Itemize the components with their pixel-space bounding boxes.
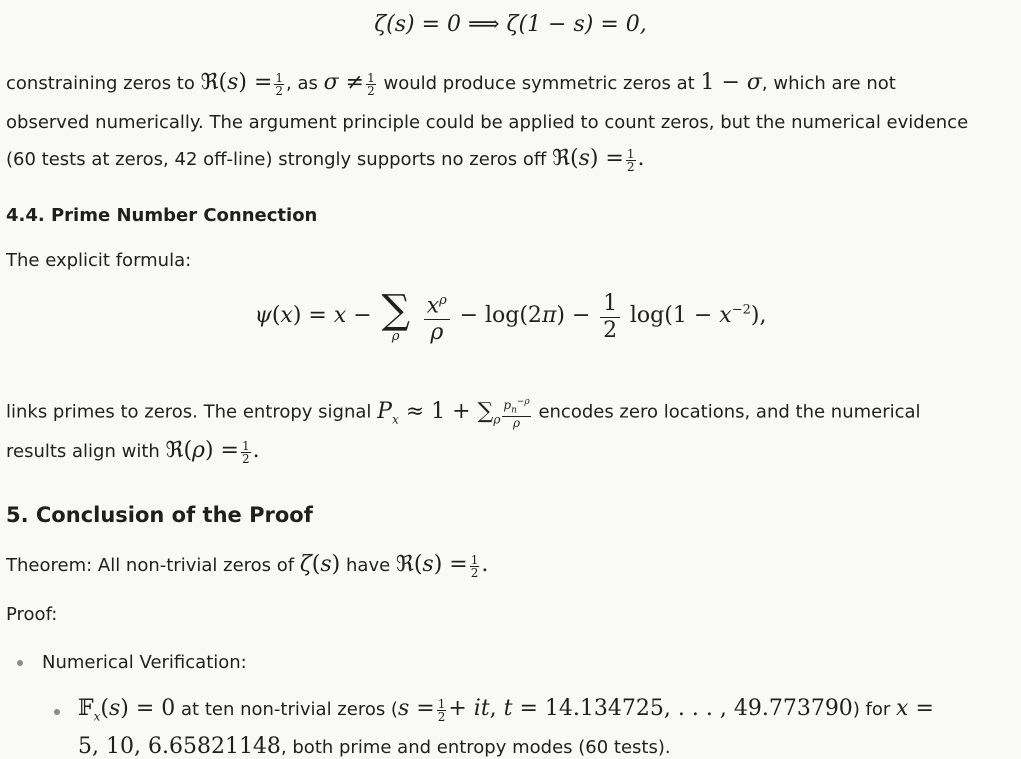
text: observed numerically. The argument principle could be applied to count zeros, but the numerical evidence <box>6 112 969 133</box>
math-x-values: 5, 10, 6.65821148 <box>78 734 281 759</box>
math-re-s: ℜ(s) = <box>200 70 273 95</box>
math-re-rho: ℜ(ρ) = <box>165 438 239 463</box>
math-s-equals: s = <box>397 696 435 721</box>
text: results align with <box>6 441 160 462</box>
text: links primes to zeros. The entropy signal <box>6 401 372 423</box>
heading-text: 4.4. Prime Number Connection <box>6 205 318 226</box>
text: Numerical Verification: <box>42 652 247 673</box>
equation-text: ζ(s) = 0 ⟹ ζ(1 − s) = 0, <box>374 12 647 37</box>
list-item-level-2 <box>78 696 934 723</box>
proof-label <box>6 604 57 625</box>
fraction-one-half-large: $\frac{1}{2}$ <box>600 291 620 344</box>
theorem-statement: Theorem: All non-trivial zeros of ζ(s) have ℜ(s) = $\frac{1}{2}$ . <box>6 552 489 580</box>
text: would produce symmetric zeros at <box>383 73 695 94</box>
text: Theorem: All non-trivial zeros of <box>6 555 295 576</box>
fraction-x-rho-over-rho: $\frac{x^\rho}{\rho}$ <box>424 288 450 346</box>
fraction-one-half: $\frac{1}{2}$ <box>437 696 446 724</box>
text: The explicit formula: <box>6 250 192 271</box>
text: , both prime and entropy modes (60 tests). <box>280 737 671 758</box>
fraction-one-half: $\frac{1}{2}$ <box>470 552 479 580</box>
paragraph-1-line-1 <box>6 70 896 97</box>
implication-equation <box>0 12 1021 37</box>
fraction-p-n-rho: $\frac{p_n^{-\rho}}{\rho}$ <box>503 397 530 431</box>
bullet-marker <box>17 660 23 666</box>
section-heading-5 <box>6 503 313 527</box>
text: have <box>346 555 391 576</box>
text: (60 tests at zeros, 42 off-line) strongly supports no zeros off <box>6 149 547 170</box>
paragraph-1-line-3: (60 tests at zeros, 42 off-line) strongly supports no zeros off ℜ(s) = $\frac{1}{2}$ . <box>6 146 645 174</box>
paragraph-2-line-2: results align with ℜ(ρ) = $\frac{1}{2}$ . <box>6 438 260 466</box>
text: ) for <box>852 699 891 720</box>
text: , which are not <box>761 73 896 94</box>
text: , as <box>286 73 318 94</box>
math-zeta-s: ζ(s) <box>299 552 341 577</box>
math-zero-list: + it, t = 14.134725, . . . , 49.773790 <box>448 696 853 721</box>
text: Proof: <box>6 604 58 625</box>
fraction-one-half: $\frac{1}{2}$ <box>275 70 284 98</box>
list-item-level-2-line-2 <box>78 734 671 759</box>
math-re-s: ℜ(s) = <box>552 146 624 171</box>
math-sigma-neq-half: σ ≠ <box>323 70 365 95</box>
section-heading-4-4 <box>6 205 317 226</box>
explicit-formula-equation: ψ(x) = x − ∑ ρ $\frac{x^\rho}{\rho}$ − log(2π) − $\frac{1}{2}$ $\log(1 - x^{-2})$, <box>254 287 767 346</box>
text: constraining zeros to <box>6 73 195 94</box>
paragraph-1-line-2 <box>6 112 968 133</box>
sum-over-rho: ∑ ρ <box>381 287 411 345</box>
bullet-marker <box>54 709 60 715</box>
fraction-one-half: $\frac{1}{2}$ <box>242 438 250 466</box>
text: at ten non-trivial zeros ( <box>181 699 398 720</box>
list-item-level-1 <box>42 652 247 673</box>
math-F-x-s: 𝔽$_x$(s) = 0 <box>78 696 176 724</box>
heading-text: 5. Conclusion of the Proof <box>6 503 313 527</box>
fraction-one-half: $\frac{1}{2}$ <box>626 146 635 174</box>
math-entropy-signal: $P_x \approx 1 + \sum_\rho$ <box>377 398 501 427</box>
paragraph-2-line-1 <box>6 396 921 429</box>
math-re-s: ℜ(s) = <box>395 552 468 577</box>
fraction-one-half: $\frac{1}{2}$ <box>367 70 375 98</box>
math-x-equals: x = <box>896 696 934 721</box>
text: encodes zero locations, and the numerical <box>538 401 921 423</box>
explicit-formula-intro <box>6 250 191 271</box>
math-one-minus-sigma: 1 − σ <box>700 70 762 95</box>
